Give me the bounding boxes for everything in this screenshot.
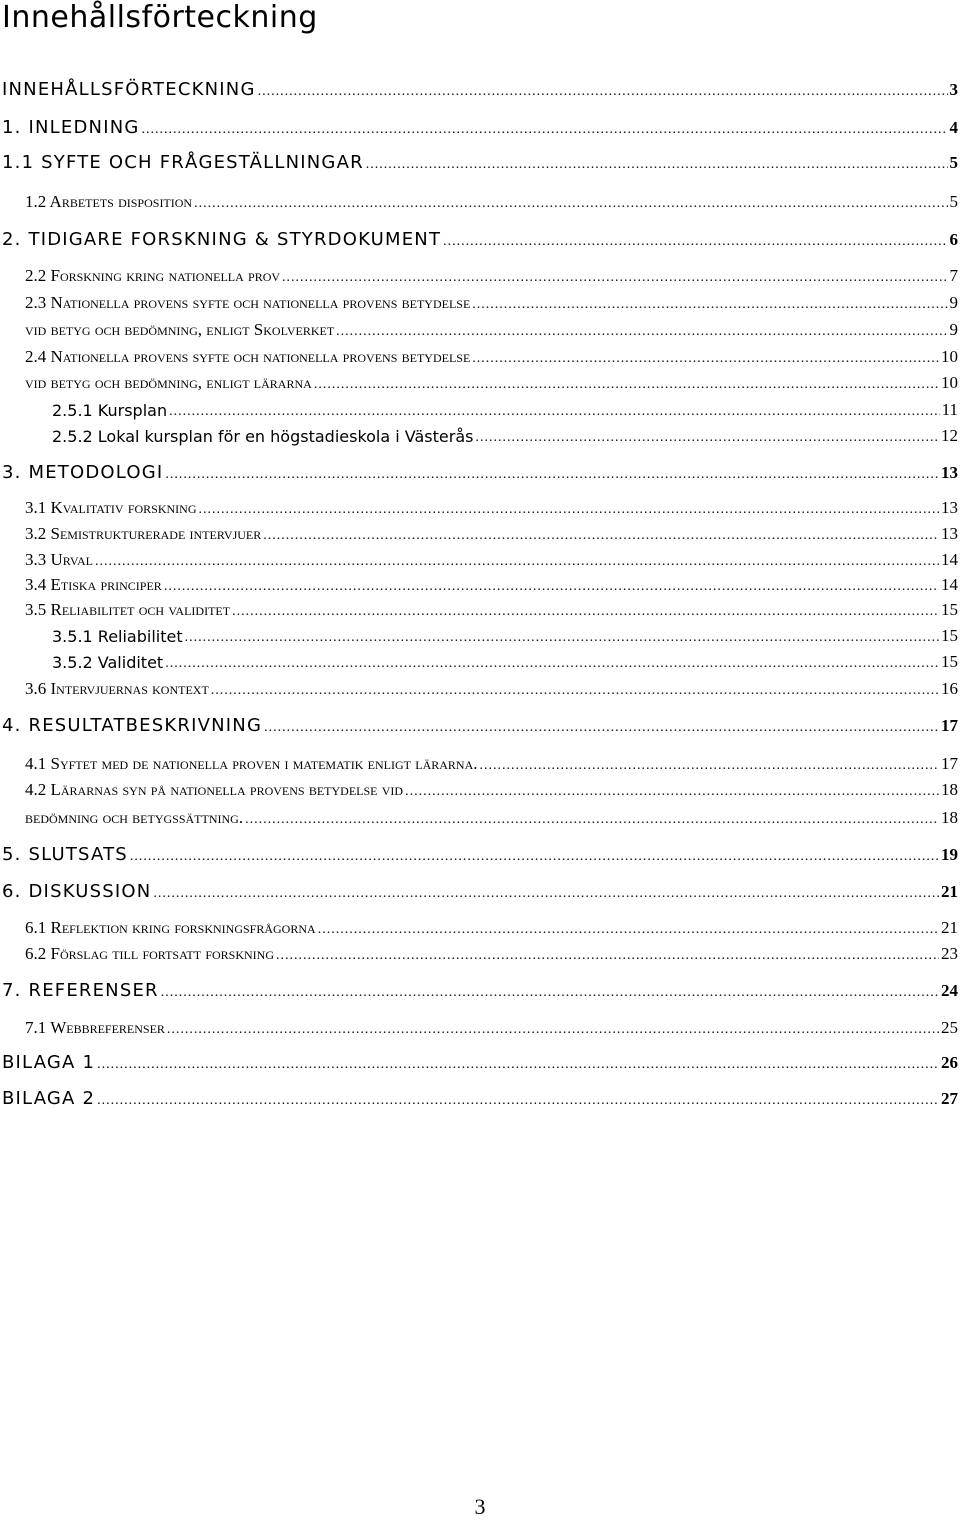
toc-entry[interactable] (25, 752, 958, 774)
toc-entry-title: 3.5.2 Validitet (52, 653, 164, 672)
toc-dot-leader (472, 351, 939, 367)
toc-dot-leader (199, 502, 939, 518)
toc-entry-page: 15 (941, 600, 958, 619)
toc-dot-leader (443, 234, 947, 250)
toc-entry-title: BILAGA 2 (2, 1088, 96, 1109)
toc-entry-page: 5 (949, 153, 958, 172)
toc-entry[interactable] (2, 714, 958, 736)
toc-dot-leader (258, 84, 948, 100)
toc-entry[interactable] (2, 151, 958, 173)
toc-entry-page: 5 (949, 192, 958, 211)
toc-entry-page: 16 (941, 679, 958, 698)
toc-entry-title: 2.5.2 Lokal kursplan för en högstadieskola i Västerås (52, 427, 474, 446)
toc-dot-leader (97, 1093, 939, 1109)
toc-dot-leader (263, 528, 939, 544)
toc-dot-leader (169, 404, 940, 420)
toc-entry-page: 21 (941, 882, 958, 901)
page-number: 3 (474, 1494, 486, 1519)
toc-entry-title: 5. SLUTSATS (2, 844, 128, 865)
toc-entry-title: 3.6 Intervjuernas kontext (25, 679, 209, 698)
toc-entry-page: 9 (949, 320, 958, 339)
toc-entry-page: 18 (941, 808, 958, 827)
toc-entry[interactable] (25, 677, 958, 699)
toc-entry[interactable] (25, 548, 958, 570)
toc-entry[interactable] (25, 942, 958, 964)
toc-dot-leader (336, 324, 947, 340)
toc-dot-leader (164, 579, 939, 595)
toc-entry-title: 3.2 Semistrukturerade intervjuer (25, 524, 262, 543)
toc-dot-leader (153, 886, 939, 902)
toc-entry-page: 15 (941, 652, 958, 671)
toc-entry-page: 10 (941, 347, 958, 366)
toc-entry-page: 17 (941, 754, 958, 773)
toc-dot-leader (165, 467, 939, 483)
toc-entry-title: 3.5.1 Reliabilitet (52, 627, 183, 646)
toc-entry-title: 7. REFERENSER (2, 980, 159, 1001)
toc-entry-title: BILAGA 1 (2, 1052, 96, 1073)
toc-entry-page: 21 (941, 918, 958, 937)
toc-entry[interactable] (52, 624, 958, 646)
toc-entry-title: INNEHÅLLSFÖRTECKNING (2, 79, 256, 100)
toc-entry-title: 3.3 Urval (25, 550, 93, 569)
toc-dot-leader (405, 784, 939, 800)
toc-entry[interactable] (25, 371, 958, 393)
toc-entry-page: 25 (941, 1018, 958, 1037)
toc-dot-leader (167, 1022, 939, 1038)
toc-dot-leader (245, 812, 939, 828)
toc-entry[interactable] (25, 345, 958, 367)
toc-entry-page: 13 (941, 463, 958, 482)
toc-dot-leader (314, 377, 939, 393)
toc-entry-page: 13 (941, 524, 958, 543)
toc-entry[interactable] (25, 598, 958, 620)
toc-entry-title: vid betyg och bedömning, enligt Skolverket (25, 320, 335, 339)
toc-entry-title: 2.4 Nationella provens syfte och nationella provens betydelse (25, 347, 471, 366)
toc-entry-title: bedömning och betygssättning. (25, 808, 244, 827)
toc-entry[interactable] (25, 806, 958, 828)
toc-entry-page: 17 (941, 716, 958, 735)
toc-entry-title: 3.1 Kvalitativ forskning (25, 498, 197, 517)
toc-entry-title: 3. METODOLOGI (2, 462, 164, 483)
toc-entry-page: 12 (941, 426, 958, 445)
toc-entry-title: 4.2 Lärarnas syn på nationella provens betydelse vid (25, 780, 404, 799)
toc-entry[interactable] (2, 461, 958, 483)
toc-entry-page: 11 (941, 400, 958, 419)
toc-entry-title: 2. TIDIGARE FORSKNING & STYRDOKUMENT (2, 229, 442, 250)
toc-entry[interactable] (25, 264, 958, 286)
toc-entry-title: 1.2 Arbetets disposition (25, 192, 193, 211)
toc-entry[interactable] (25, 916, 958, 938)
toc-dot-leader (211, 683, 939, 699)
toc-entry-title: 2.3 Nationella provens syfte och nationella provens betydelse (25, 293, 471, 312)
toc-dot-leader (282, 270, 947, 286)
toc-entry[interactable] (25, 522, 958, 544)
toc-entry-title: 1.1 SYFTE OCH FRÅGESTÄLLNINGAR (2, 152, 364, 173)
toc-entry-title: 6.1 Reflektion kring forskningsfrågorna (25, 918, 316, 937)
toc-entry-page: 14 (941, 575, 958, 594)
toc-entry-title: 6.2 Förslag till fortsatt forskning (25, 944, 274, 963)
toc-entry-page: 18 (941, 780, 958, 799)
toc-entry-page: 26 (941, 1053, 958, 1072)
toc-dot-leader (276, 948, 939, 964)
toc-dot-leader (165, 656, 939, 672)
toc-entry-title: 3.4 Etiska principer (25, 575, 162, 594)
toc-entry[interactable] (2, 78, 958, 100)
toc-entry[interactable] (25, 573, 958, 595)
toc-entry-title: 7.1 Webbreferenser (25, 1018, 165, 1037)
page-title: Innehållsförteckning (2, 0, 318, 35)
toc-entry-title: 6. DISKUSSION (2, 881, 152, 902)
toc-entry-page: 10 (941, 373, 958, 392)
toc-entry-title: 2.2 Forskning kring nationella prov (25, 266, 281, 285)
toc-dot-leader (318, 922, 939, 938)
toc-entry-page: 7 (949, 266, 958, 285)
toc-dot-leader (480, 758, 940, 774)
toc-dot-leader (264, 720, 939, 736)
toc-entry[interactable] (25, 318, 958, 340)
toc-dot-leader (185, 630, 939, 646)
toc-dot-leader (472, 297, 947, 313)
toc-entry[interactable] (25, 1016, 958, 1038)
toc-dot-leader (366, 157, 948, 173)
toc-entry[interactable] (25, 778, 958, 800)
toc-entry[interactable] (2, 880, 958, 902)
toc-entry[interactable] (25, 496, 958, 518)
toc-entry-title: 1. INLEDNING (2, 117, 140, 138)
toc-entry-page: 3 (949, 80, 958, 99)
toc-entry-page: 4 (949, 118, 958, 137)
toc-entry[interactable] (25, 291, 958, 313)
toc-entry[interactable] (2, 1087, 958, 1109)
toc-entry-title: 4.1 Syftet med de nationella proven i matematik enligt lärarna. (25, 754, 478, 773)
toc-dot-leader (142, 122, 948, 138)
toc-entry-page: 9 (949, 293, 958, 312)
toc-dot-leader (95, 554, 939, 570)
toc-entry-title: 2.5.1 Kursplan (52, 401, 168, 420)
toc-entry-page: 19 (941, 845, 958, 864)
toc-entry[interactable] (2, 843, 958, 865)
toc-dot-leader (97, 1057, 939, 1073)
toc-entry-title: 3.5 Reliabilitet och validitet (25, 600, 231, 619)
toc-dot-leader (161, 985, 939, 1001)
toc-entry-page: 24 (941, 981, 958, 1000)
toc-entry-page: 27 (941, 1089, 958, 1108)
toc-entry[interactable] (52, 650, 958, 672)
toc-entry-page: 6 (949, 230, 958, 249)
toc-entry[interactable] (52, 398, 958, 420)
toc-dot-leader (194, 196, 947, 212)
toc-entry-page: 14 (941, 550, 958, 569)
toc-entry-title: 4. RESULTATBESKRIVNING (2, 715, 263, 736)
toc-entry[interactable] (25, 190, 958, 212)
toc-entry[interactable] (2, 228, 958, 250)
toc-dot-leader (475, 430, 939, 446)
toc-entry-page: 23 (941, 944, 958, 963)
toc-entry[interactable] (2, 979, 958, 1001)
toc-entry-page: 13 (941, 498, 958, 517)
toc-entry[interactable] (2, 1051, 958, 1073)
toc-entry-page: 15 (941, 626, 958, 645)
toc-entry[interactable] (52, 424, 958, 446)
toc-entry[interactable] (2, 116, 958, 138)
toc-dot-leader (130, 849, 939, 865)
toc-entry-title: vid betyg och bedömning, enligt lärarna (25, 373, 312, 392)
toc-dot-leader (232, 604, 939, 620)
